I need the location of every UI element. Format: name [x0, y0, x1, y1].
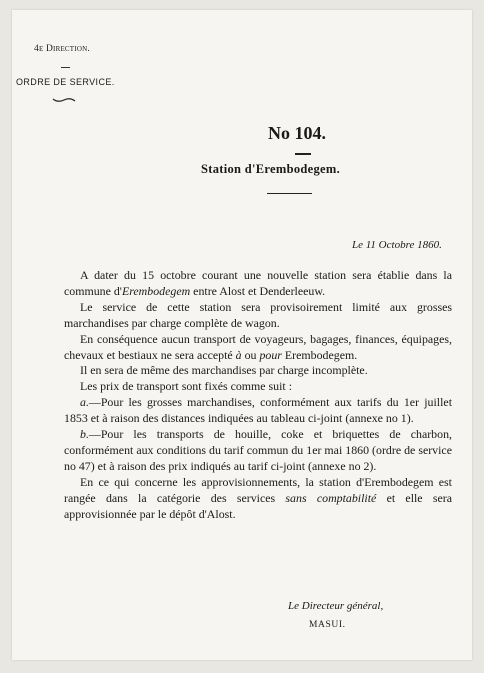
- date-line: [352, 239, 442, 251]
- paragraph-b: b.—Pour les transports de houille, coke et briquettes de charbon, conformément aux conditions du tarif commun du 1er mai 1860 (ordre de service no 47) et à raison des prix indiqués au tarif ci-joint (annexe no 2).: [64, 427, 452, 473]
- title-rule: [267, 193, 312, 194]
- date-value: 11 Octobre 1860.: [365, 239, 442, 251]
- paragraph-approvisionnements: En ce qui concerne les approvisionnements, la station d'Erembodegem est rangée dans la catégorie des services sans comptabilité et elle sera approvisionnée par le dépôt d'Alost.: [64, 474, 453, 521]
- signature-name: MASUI.: [309, 620, 346, 630]
- date-prefix: Le: [352, 239, 363, 251]
- header-dash: [61, 67, 70, 68]
- ordre-de-service-label: ORDRE DE SERVICE.: [16, 77, 115, 87]
- signature-title: Le Directeur général,: [288, 600, 384, 612]
- paragraph-2: Le service de cette station sera provisoirement limité aux grosses marchandises par charge complète de wagon.: [64, 299, 452, 330]
- number-underline: [295, 153, 311, 155]
- paragraph-5: Les prix de transport sont fixés comme suit :: [80, 379, 293, 394]
- order-number: No 104.: [268, 123, 326, 143]
- paragraph-4: Il en sera de même des marchandises par charge incomplète.: [80, 363, 368, 378]
- paragraph-1: A dater du 15 octobre courant une nouvelle station sera établie dans la commune d'Erembodegem entre Alost et Denderleeuw.: [64, 268, 452, 298]
- document-page: [12, 10, 472, 660]
- direction-label: 4e Direction.: [34, 44, 90, 54]
- flourish-ornament: [52, 96, 76, 104]
- body-text: [64, 268, 452, 523]
- station-title: Station d'Erembodegem.: [201, 162, 341, 176]
- paragraph-a: a.—Pour les grosses marchandises, conformément aux tarifs du 1er juillet 1853 et à raison des distances indiquées au tableau ci-joint (annexe no 1).: [64, 395, 452, 426]
- paragraph-3: En conséquence aucun transport de voyageurs, bagages, finances, équipages, chevaux et bestiaux ne sera accepté à ou pour Erembodegem.: [64, 331, 452, 362]
